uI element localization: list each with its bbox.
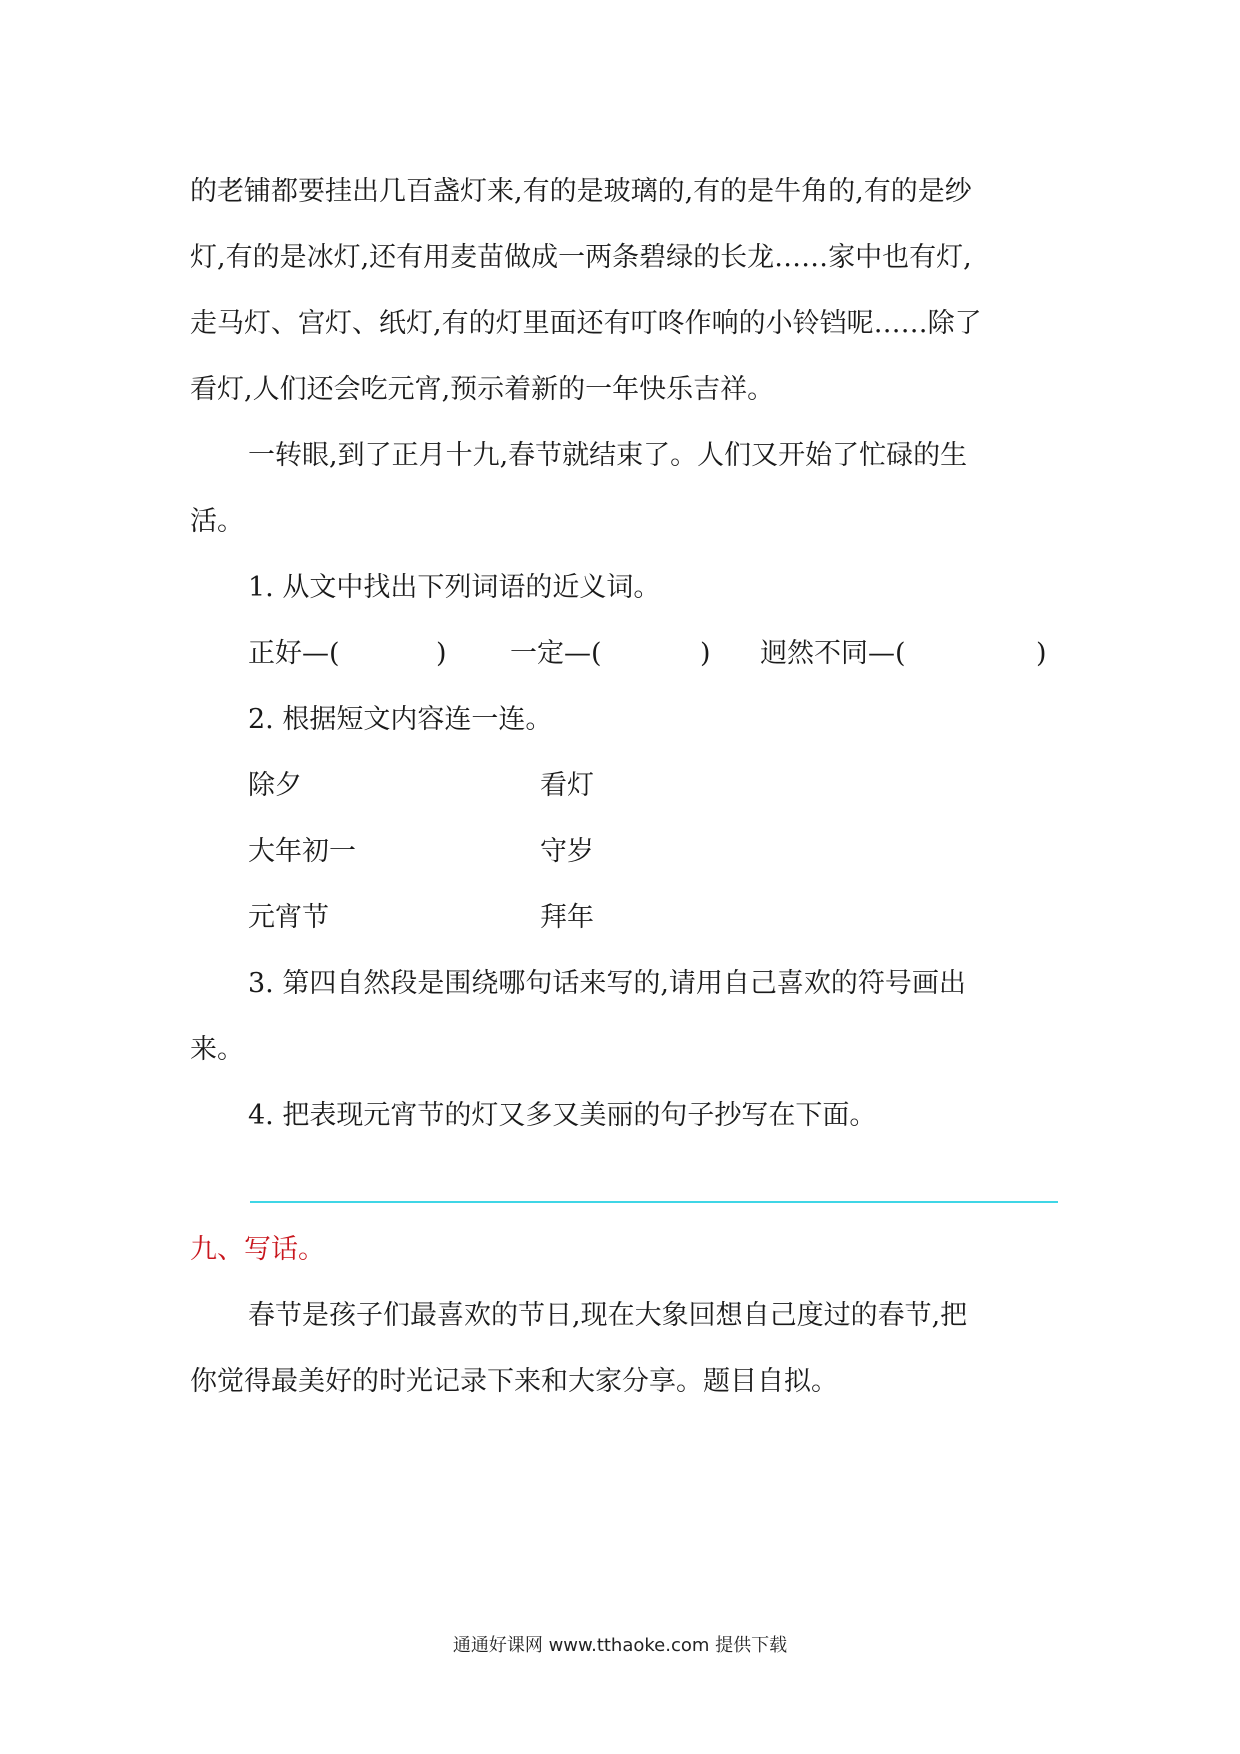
match-left-item: 除夕 (248, 770, 302, 801)
question-3-line-1: 3. 第四自然段是围绕哪句话来写的,请用自己喜欢的符号画出 (248, 968, 966, 999)
passage-line-2: 灯,有的是冰灯,还有用麦苗做成一两条碧绿的长龙……家中也有灯, (190, 242, 972, 273)
passage-line-3: 走马灯、宫灯、纸灯,有的灯里面还有叮咚作响的小铃铛呢……除了 (190, 308, 982, 339)
q1-blank-3-open: 迥然不同—( (760, 638, 906, 669)
match-left-item: 元宵节 (248, 902, 329, 933)
match-left-item: 大年初一 (248, 836, 356, 867)
match-right-item: 看灯 (540, 770, 594, 801)
writing-prompt-line-2: 你觉得最美好的时光记录下来和大家分享。题目自拟。 (190, 1366, 838, 1397)
passage-para2-line-1: 一转眼,到了正月十九,春节就结束了。人们又开始了忙碌的生 (248, 440, 968, 471)
q1-blank-1-open: 正好—( (248, 638, 340, 669)
q1-blank-1-close: ) (436, 638, 447, 669)
q1-blank-3-close: ) (1036, 638, 1047, 669)
section-heading-writing: 九、写话。 (190, 1234, 325, 1265)
question-2: 2. 根据短文内容连一连。 (248, 704, 553, 735)
q1-blank-2-close: ) (700, 638, 711, 669)
passage-line-1: 的老铺都要挂出几百盏灯来,有的是玻璃的,有的是牛角的,有的是纱 (190, 176, 972, 207)
match-right-item: 拜年 (540, 902, 594, 933)
question-3-line-2: 来。 (190, 1034, 244, 1065)
passage-line-4: 看灯,人们还会吃元宵,预示着新的一年快乐吉祥。 (190, 374, 775, 405)
answer-line (250, 1201, 1058, 1203)
writing-prompt-line-1: 春节是孩子们最喜欢的节日,现在大象回想自己度过的春节,把 (248, 1300, 968, 1331)
question-4: 4. 把表现元宵节的灯又多又美丽的句子抄写在下面。 (248, 1100, 877, 1131)
q1-blank-2-open: 一定—( (510, 638, 602, 669)
q1-blanks-row (0, 634, 1240, 674)
question-1: 1. 从文中找出下列词语的近义词。 (248, 572, 661, 603)
passage-para2-line-2: 活。 (190, 506, 244, 537)
match-right-item: 守岁 (540, 836, 594, 867)
footer-source: 通通好课网 www.tthaoke.com 提供下载 (452, 1635, 788, 1656)
